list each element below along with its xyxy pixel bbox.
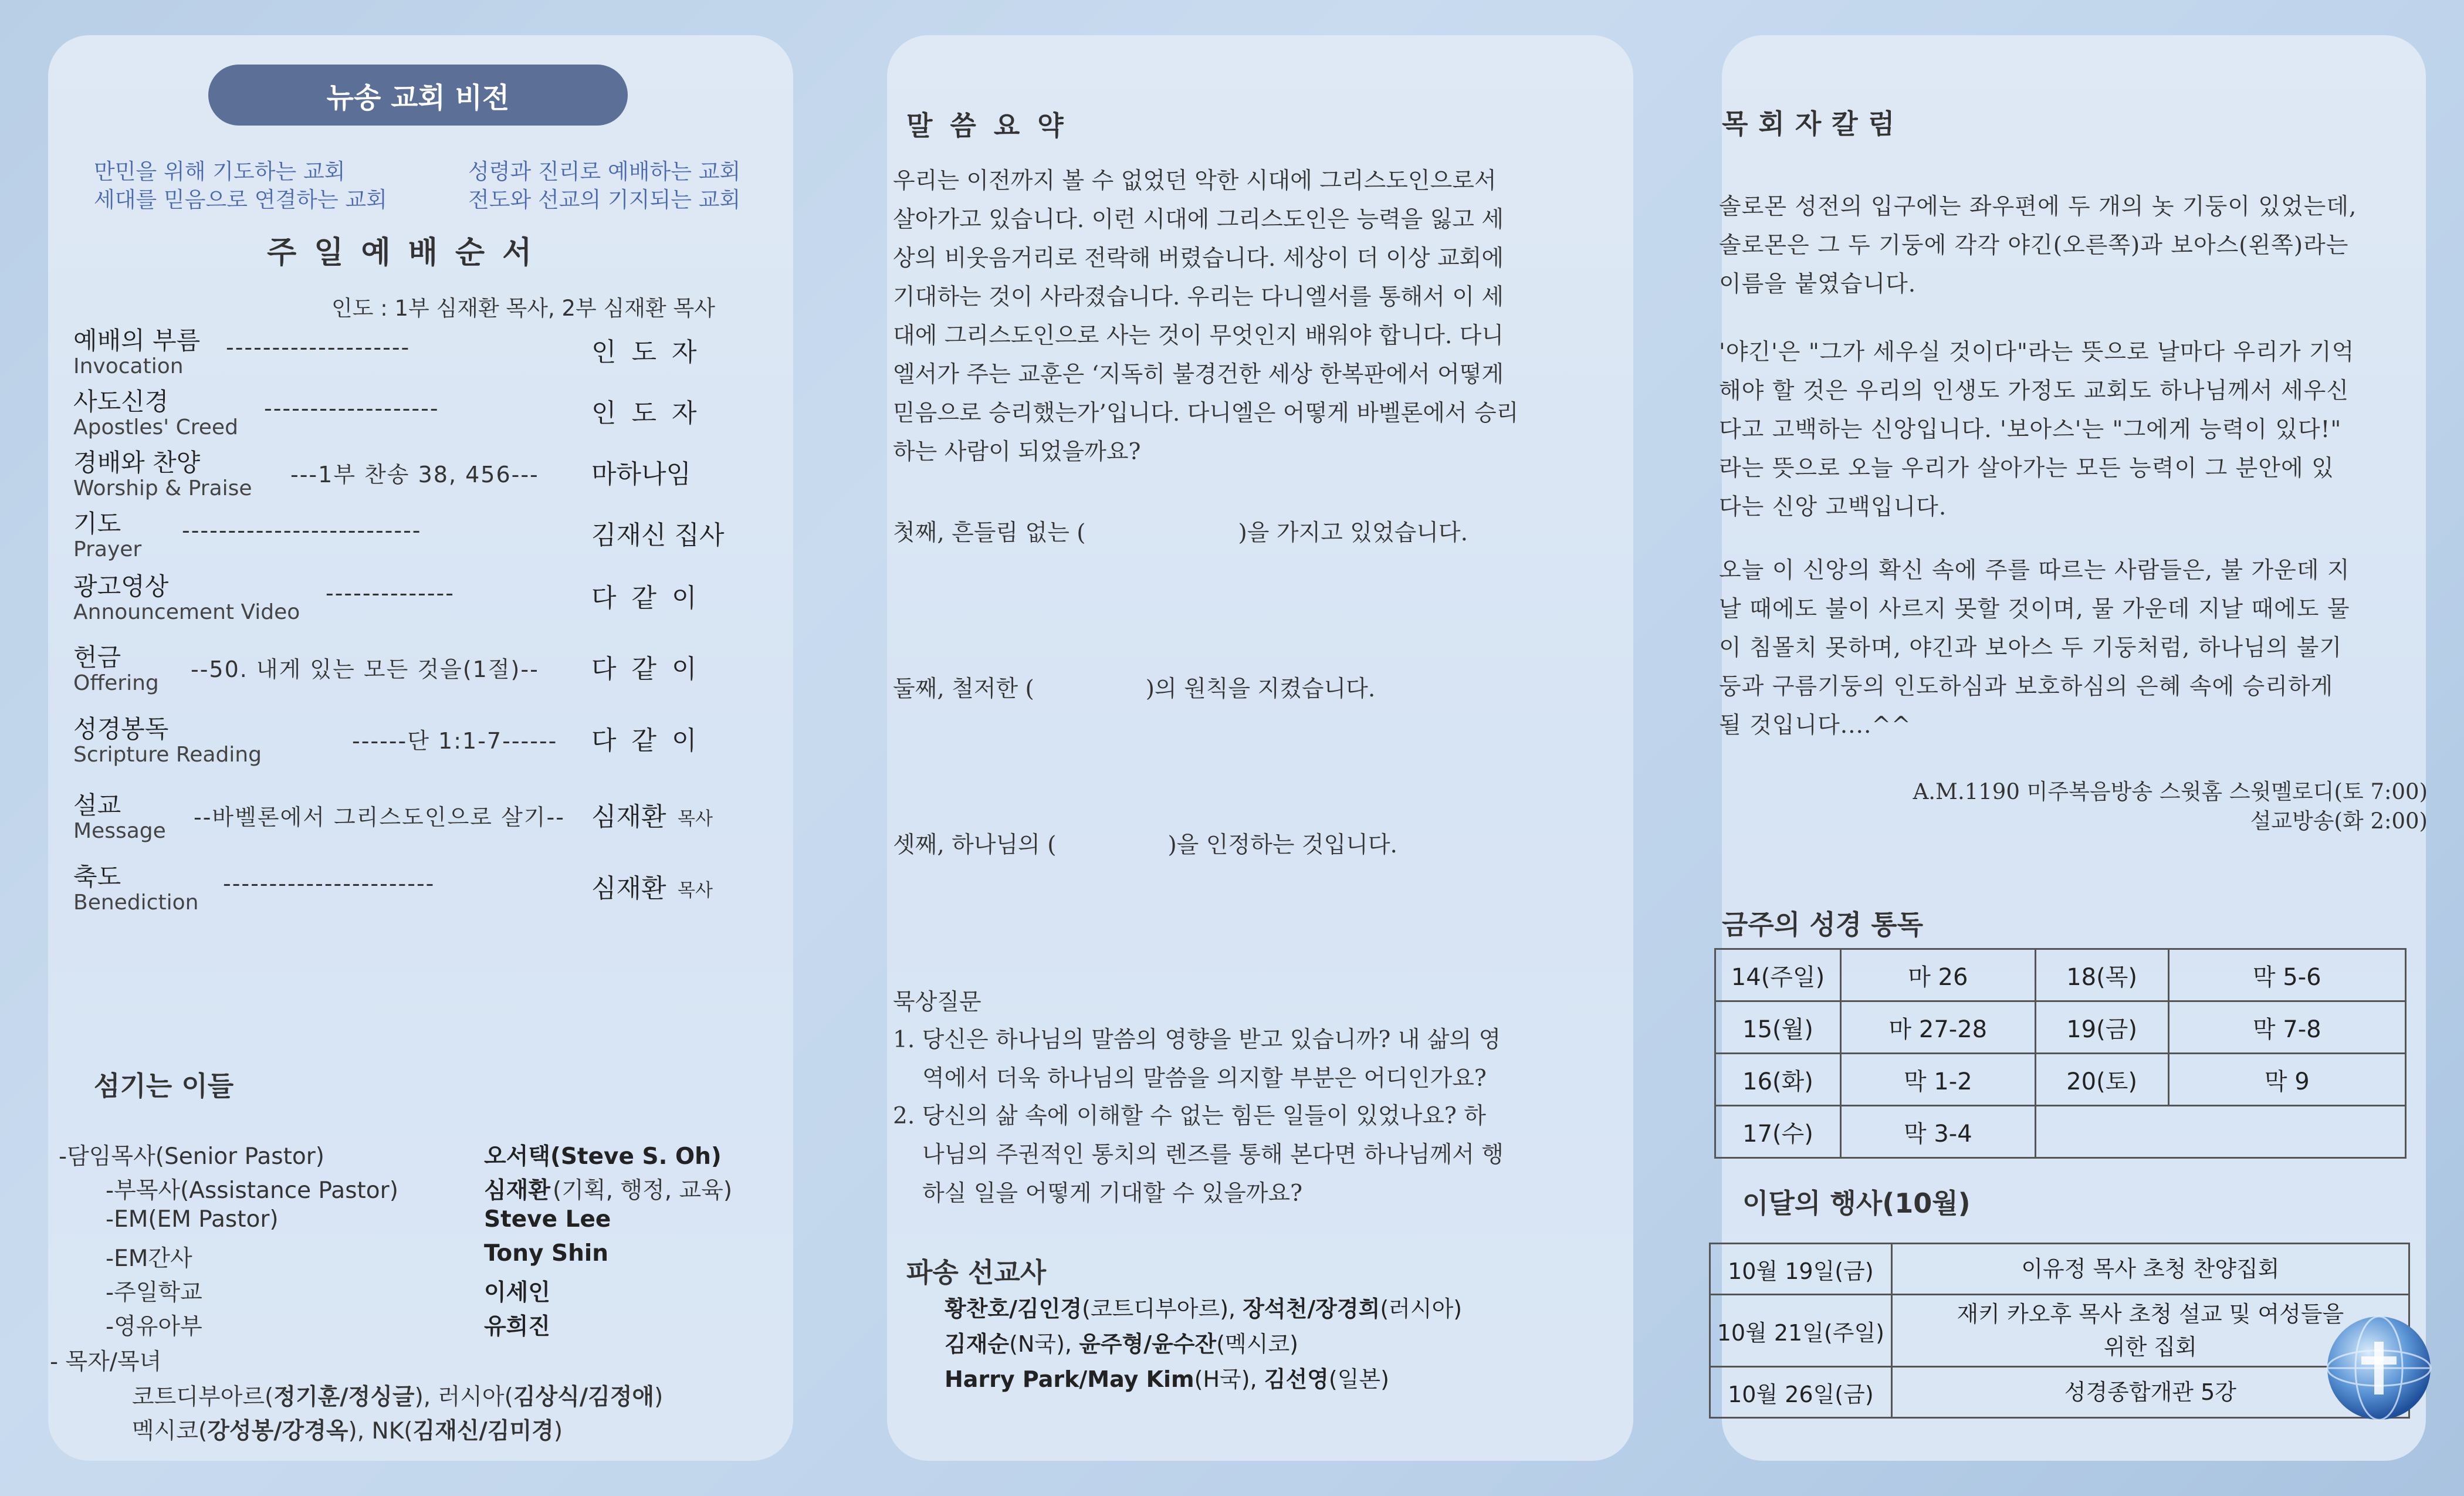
reading-cell: 막 3-4 — [1841, 1106, 2036, 1158]
reading-cell: 20(토) — [2035, 1054, 2168, 1106]
reading-cell: 19(금) — [2035, 1001, 2168, 1054]
vision-title: 뉴송 교회 비전 — [208, 65, 628, 126]
order-item-role: 다같이 — [591, 654, 712, 684]
reading-cell: 막 7-8 — [2168, 1001, 2405, 1054]
order-item-detail: -------------- — [326, 580, 455, 606]
missionary-location: (일본) — [1328, 1366, 1389, 1392]
order-item-detail: -------------------- — [226, 334, 411, 360]
order-item-role-title: 목사 — [678, 880, 713, 901]
event-description-line: 성경종합개관 5강 — [2064, 1379, 2236, 1405]
event-description — [1891, 1244, 2409, 1295]
vision-line: 세대를 믿음으로 연결하는 교회 — [94, 187, 387, 212]
staff-name-extra: (기획, 행정, 교육) — [553, 1177, 733, 1204]
staff-role: -EM(EM Pastor) — [106, 1206, 279, 1233]
column-title: 목회자칼럼 — [1722, 108, 1905, 140]
reading-cell: 막 5-6 — [2168, 949, 2405, 1001]
elders-line: 멕시코(강성봉/강경옥), NK(김재신/김미경) — [132, 1418, 563, 1444]
missionary-name: 윤주형/윤수잔 — [1079, 1331, 1217, 1357]
column-paragraph: 솔로몬 성전의 입구에는 좌우편에 두 개의 놋 기둥이 있었는데, 솔로몬은 그 두 기둥에 각각 야긴(오른쪽)과 보아스(왼쪽)라는 이름을 붙였습니다. — [1719, 194, 2357, 297]
elders-line: 코트디부아르(정기훈/정싱글), 러시아(김상식/김정애) — [132, 1384, 664, 1410]
sermon-point-2: 둘째, 철저한 ( )의 원칙을 지켰습니다. — [893, 676, 1376, 702]
reading-title: 금주의 성경 통독 — [1722, 909, 1924, 940]
sermon-paragraph: 우리는 이전까지 볼 수 없었던 악한 시대에 그리스도인으로서 살아가고 있습니다. 이런 시대에 그리스도인은 능력을 잃고 세 상의 비웃음거리로 전락해 버렸습니다. 세상이 더 이상 교회에 기대하는 것이 사라졌습니다. 우리는 다니엘서를 통해서 이 세 대에 그리스도인으로 사는 것이 무엇인지 배워야 합니다. 다니 엘서가 주는 교훈은 ‘지독히 불경건한 세상 한복판에서 어떻게 믿음으로 승리했는가’입니다. 다니엘은 어떻게 바벨론에서 승리 하는 사람이 되었을까요? — [893, 168, 1519, 465]
sermon-point-1: 첫째, 흔들림 없는 ( )을 가지고 있었습니다. — [893, 520, 1468, 546]
reading-cell: 마 27-28 — [1841, 1001, 2036, 1054]
event-date: 10월 21일(주일) — [1710, 1295, 1892, 1367]
order-item-name: 예배의 부름 — [73, 326, 201, 355]
order-item-english: Announcement Video — [73, 600, 300, 624]
order-item-english: Offering — [73, 671, 159, 695]
vision-line: 성령과 진리로 예배하는 교회 — [468, 159, 741, 184]
order-item-role: 김재신 집사 — [591, 520, 725, 550]
order-item-english: Worship & Praise — [73, 476, 252, 500]
missionary-name: 김재순 — [945, 1331, 1010, 1357]
order-item-detail: ----------------------- — [223, 871, 435, 896]
column-paragraph: '야긴'은 "그가 세우실 것이다"라는 뜻으로 날마다 우리가 기억 해야 할 것은 우리의 인생도 가정도 교회도 하나님께서 세우신 다고 고백하는 신앙입니다. '보아스'는 "그에게 능력이 있다!" 라는 뜻으로 오늘 우리가 살아가는 모든 능력이 그 분안에 있 다는 신앙 고백입니다. — [1719, 339, 2355, 520]
order-item-name: 헌금 — [73, 643, 121, 672]
reading-cell: 막 1-2 — [1841, 1054, 2036, 1106]
reading-cell: 16(화) — [1715, 1054, 1841, 1106]
staff-name: 이세인 — [484, 1280, 551, 1306]
missionary-line — [945, 1326, 1298, 1358]
order-item-english: Message — [73, 819, 166, 843]
order-item-role: 심재환 — [591, 802, 666, 832]
order-item-role: 인도자 — [591, 337, 712, 367]
order-item-detail: --50. 내게 있는 모든 것을(1절)-- — [191, 656, 539, 682]
order-item-role: 인도자 — [591, 398, 712, 428]
reading-row — [1715, 1054, 2406, 1106]
staff-role: -주일학교 — [106, 1280, 202, 1306]
missionary-name: Harry Park/May Kim — [945, 1366, 1194, 1392]
order-item-english: Benediction — [73, 891, 199, 915]
order-item-name: 설교 — [73, 791, 121, 820]
reading-cell: 마 26 — [1841, 949, 2036, 1001]
order-item-detail: ------------------- — [264, 395, 439, 421]
reading-cell: 막 9 — [2168, 1054, 2405, 1106]
order-item-name: 사도신경 — [73, 387, 169, 416]
reading-row — [1715, 1106, 2406, 1158]
reading-cell: 15(월) — [1715, 1001, 1841, 1054]
order-item-english: Scripture Reading — [73, 743, 262, 767]
missionary-location: (멕시코) — [1216, 1331, 1298, 1357]
staff-role: -담임목사(Senior Pastor) — [59, 1143, 324, 1170]
globe-logo-icon — [2320, 1309, 2438, 1427]
reading-cell-empty — [2035, 1106, 2405, 1158]
sermon-title: 말씀요약 — [906, 110, 1081, 141]
order-item-name: 성경봉독 — [73, 715, 169, 743]
order-item-role: 마하나임 — [591, 459, 692, 489]
order-title: 주일예배순서 — [267, 235, 550, 270]
staff-title: 섬기는 이들 — [94, 1070, 234, 1102]
order-item-role: 심재환 — [591, 874, 666, 903]
sermon-point-3: 셋째, 하나님의 ( )을 인정하는 것입니다. — [893, 832, 1397, 858]
missionary-location: (N국), — [1009, 1331, 1079, 1357]
column-paragraph: 오늘 이 신앙의 확신 속에 주를 따르는 사람들은, 불 가운데 지 날 때에도 불이 사르지 못할 것이며, 물 가운데 지날 때에도 물 이 침몰치 못하며, 야긴과 보아스 두 기둥처럼, 하나님의 불기 둥과 구름기둥의 인도하심과 보호하심의 은혜 속에 승리하게 될 것입니다....^^ — [1719, 557, 2350, 739]
event-row — [1710, 1295, 2409, 1367]
event-description-line: 이유정 목사 초청 찬양집회 — [2021, 1256, 2280, 1282]
staff-role: -부목사(Assistance Pastor) — [106, 1177, 398, 1204]
order-item-role-title: 목사 — [678, 808, 713, 830]
missionary-location: (코트디부아르), — [1082, 1296, 1243, 1322]
events-title: 이달의 행사(10월) — [1742, 1187, 1971, 1219]
event-description-line: 위한 집회 — [2103, 1334, 2197, 1360]
event-description-line: 재키 카오후 목사 초청 설교 및 여성들을 — [1957, 1301, 2344, 1327]
missionary-line — [945, 1291, 1462, 1323]
elders-label: - 목자/목녀 — [50, 1349, 162, 1375]
order-item-detail: -------------------------- — [182, 517, 422, 543]
reading-cell: 14(주일) — [1715, 949, 1841, 1001]
missionary-location: (러시아) — [1380, 1296, 1463, 1322]
event-row — [1710, 1244, 2409, 1295]
order-item-english: Prayer — [73, 537, 142, 561]
meditation-title: 묵상질문 — [893, 989, 981, 1016]
reading-table — [1714, 948, 2407, 1159]
staff-name: Tony Shin — [484, 1240, 608, 1267]
order-item-detail: ------단 1:1-7------ — [352, 728, 558, 754]
staff-name: 심재환 — [484, 1177, 551, 1204]
staff-name: Steve Lee — [484, 1206, 611, 1233]
order-item-english: Invocation — [73, 354, 184, 378]
reading-row — [1715, 949, 2406, 1001]
missionary-name: 김선영 — [1264, 1366, 1329, 1392]
staff-name: 오서택(Steve S. Oh) — [484, 1143, 722, 1170]
meditation-question-2: 2. 당신의 삶 속에 이해할 수 없는 힘든 일들이 있었나요? 하 나님의 주권적인 통치의 렌즈를 통해 본다면 하나님께서 행 하실 일을 어떻게 기대할 수 있을까요? — [893, 1103, 1504, 1207]
broadcast-info: A.M.1190 미주복음방송 스윗홈 스윗멜로디(토 7:00) 설교방송(화 2:00) — [1913, 779, 2428, 834]
meditation-question-1: 1. 당신은 하나님의 말씀의 영향을 받고 있습니까? 내 삶의 영 역에서 더욱 하나님의 말씀을 의지할 부분은 어디인가요? — [893, 1027, 1501, 1092]
order-item-name: 기도 — [73, 509, 121, 538]
missionary-name: 황찬호/김인경 — [945, 1296, 1082, 1322]
reading-cell: 17(수) — [1715, 1106, 1841, 1158]
event-date: 10월 19일(금) — [1710, 1244, 1892, 1295]
missionaries-title: 파송 선교사 — [906, 1257, 1047, 1288]
order-item-english: Apostles' Creed — [73, 415, 238, 439]
events-table — [1709, 1243, 2410, 1419]
order-item-name: 축도 — [73, 862, 121, 891]
staff-role: -영유아부 — [106, 1314, 202, 1340]
missionary-location: (H국), — [1194, 1366, 1264, 1392]
reading-row — [1715, 1001, 2406, 1054]
vision-line: 전도와 선교의 기지되는 교회 — [468, 187, 741, 212]
order-item-detail: ---1부 찬송 38, 456--- — [290, 462, 539, 488]
event-date: 10월 26일(금) — [1710, 1367, 1892, 1418]
order-item-role: 다같이 — [591, 583, 712, 613]
missionary-name: 장석천/장경희 — [1243, 1296, 1380, 1322]
staff-role: -EM간사 — [106, 1245, 192, 1272]
order-item-detail: --바벨론에서 그리스도인으로 살기-- — [194, 804, 565, 830]
staff-name: 유희진 — [484, 1314, 551, 1340]
worship-leader: 인도 : 1부 심재환 목사, 2부 심재환 목사 — [331, 296, 716, 321]
missionary-line — [945, 1361, 1389, 1393]
order-item-name: 광고영상 — [73, 572, 169, 601]
event-row — [1710, 1367, 2409, 1418]
order-item-role: 다같이 — [591, 726, 712, 756]
reading-cell: 18(목) — [2035, 949, 2168, 1001]
vision-line: 만민을 위해 기도하는 교회 — [94, 159, 346, 184]
order-item-name: 경배와 찬양 — [73, 448, 201, 477]
